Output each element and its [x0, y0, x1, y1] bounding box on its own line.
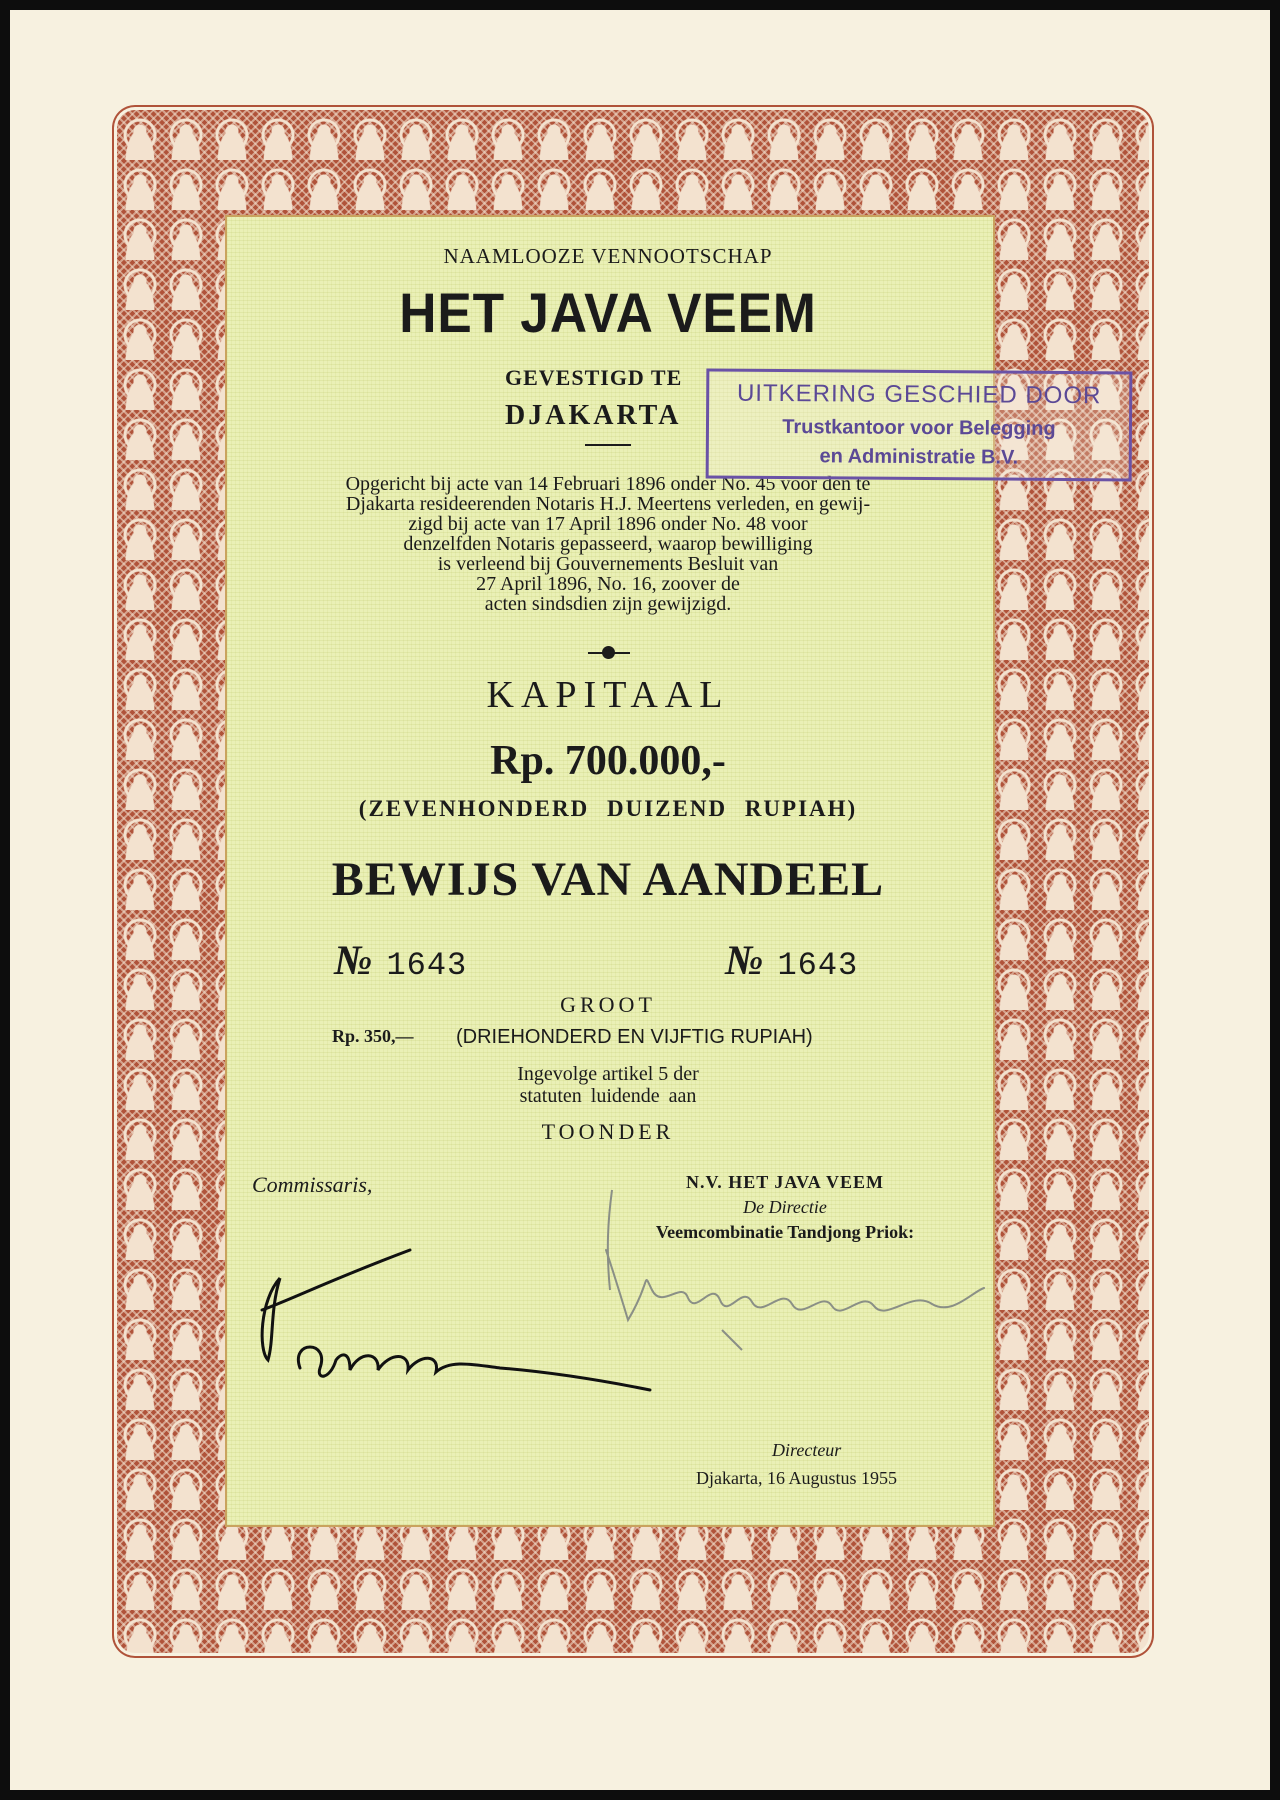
director-signature	[592, 1180, 1012, 1380]
founding-line: zigd bij acte van 17 April 1896 onder No. 48 voor	[408, 513, 808, 535]
board-label: De Directie	[743, 1197, 827, 1217]
capital-amount: Rp. 700.000,-	[490, 738, 726, 784]
founding-line: acten sindsdien zijn gewijzigd.	[484, 593, 732, 615]
seat-city: DJAKARTA	[505, 400, 682, 431]
nominal-words: (DRIEHONDERD EN VIJFTIG RUPIAH)	[456, 1026, 813, 1048]
commissioner-label: Commissaris,	[252, 1172, 373, 1197]
certificate-number-right	[725, 937, 858, 985]
founding-line: Opgericht bij acte van 14 Februari 1896 onder No. 45 voor den te	[345, 473, 871, 495]
size-label: GROOT	[560, 992, 656, 1017]
stamp-line: en Administratie B.V.	[819, 445, 1019, 469]
place-date: Djakarta, 16 Augustus 1955	[696, 1468, 897, 1488]
company-name: HET JAVA VEEM	[399, 281, 817, 344]
payment-stamp	[706, 369, 1133, 482]
stamp-line: Trustkantoor voor Belegging	[782, 416, 1056, 440]
stamp-line: UITKERING GESCHIED DOOR	[736, 379, 1102, 410]
number-value: 1643	[386, 947, 468, 984]
nominal-value: Rp. 350,—	[332, 1026, 414, 1046]
divider-dot	[602, 646, 615, 659]
number-value: 1643	[777, 947, 859, 984]
capital-words: (ZEVENHONDERD DUIZEND RUPIAH)	[358, 796, 858, 821]
company-signature-line: N.V. HET JAVA VEEM	[686, 1172, 884, 1192]
combination-label: Veemcombinatie Tandjong Priok:	[655, 1222, 915, 1242]
certificate-number-left	[334, 937, 467, 985]
founding-line: 27 April 1896, No. 16, zoover de	[476, 573, 740, 595]
founding-line: Djakarta resideerenden Notaris H.J. Meertens verleden, en gewij-	[345, 493, 871, 515]
company-form: NAAMLOOZE VENNOOTSCHAP	[443, 244, 773, 268]
director-label: Directeur	[772, 1440, 842, 1460]
seat-label: GEVESTIGD TE	[505, 365, 683, 390]
article-line: statuten luidende aan	[519, 1085, 697, 1107]
divider-rule	[585, 444, 631, 446]
bearer-label: TOONDER	[541, 1119, 675, 1144]
article-line: Ingevolge artikel 5 der	[517, 1063, 699, 1085]
founding-line: is verleend bij Gouvernements Besluit van	[437, 553, 779, 575]
share-title: BEWIJS VAN AANDEEL	[331, 853, 885, 906]
capital-label: KAPITAAL	[486, 674, 730, 716]
number-symbol: №	[725, 938, 764, 984]
number-symbol: №	[334, 938, 373, 984]
founding-text	[255, 474, 961, 614]
founding-line: denzelfden Notaris gepasseerd, waarop bewilliging	[403, 533, 813, 555]
